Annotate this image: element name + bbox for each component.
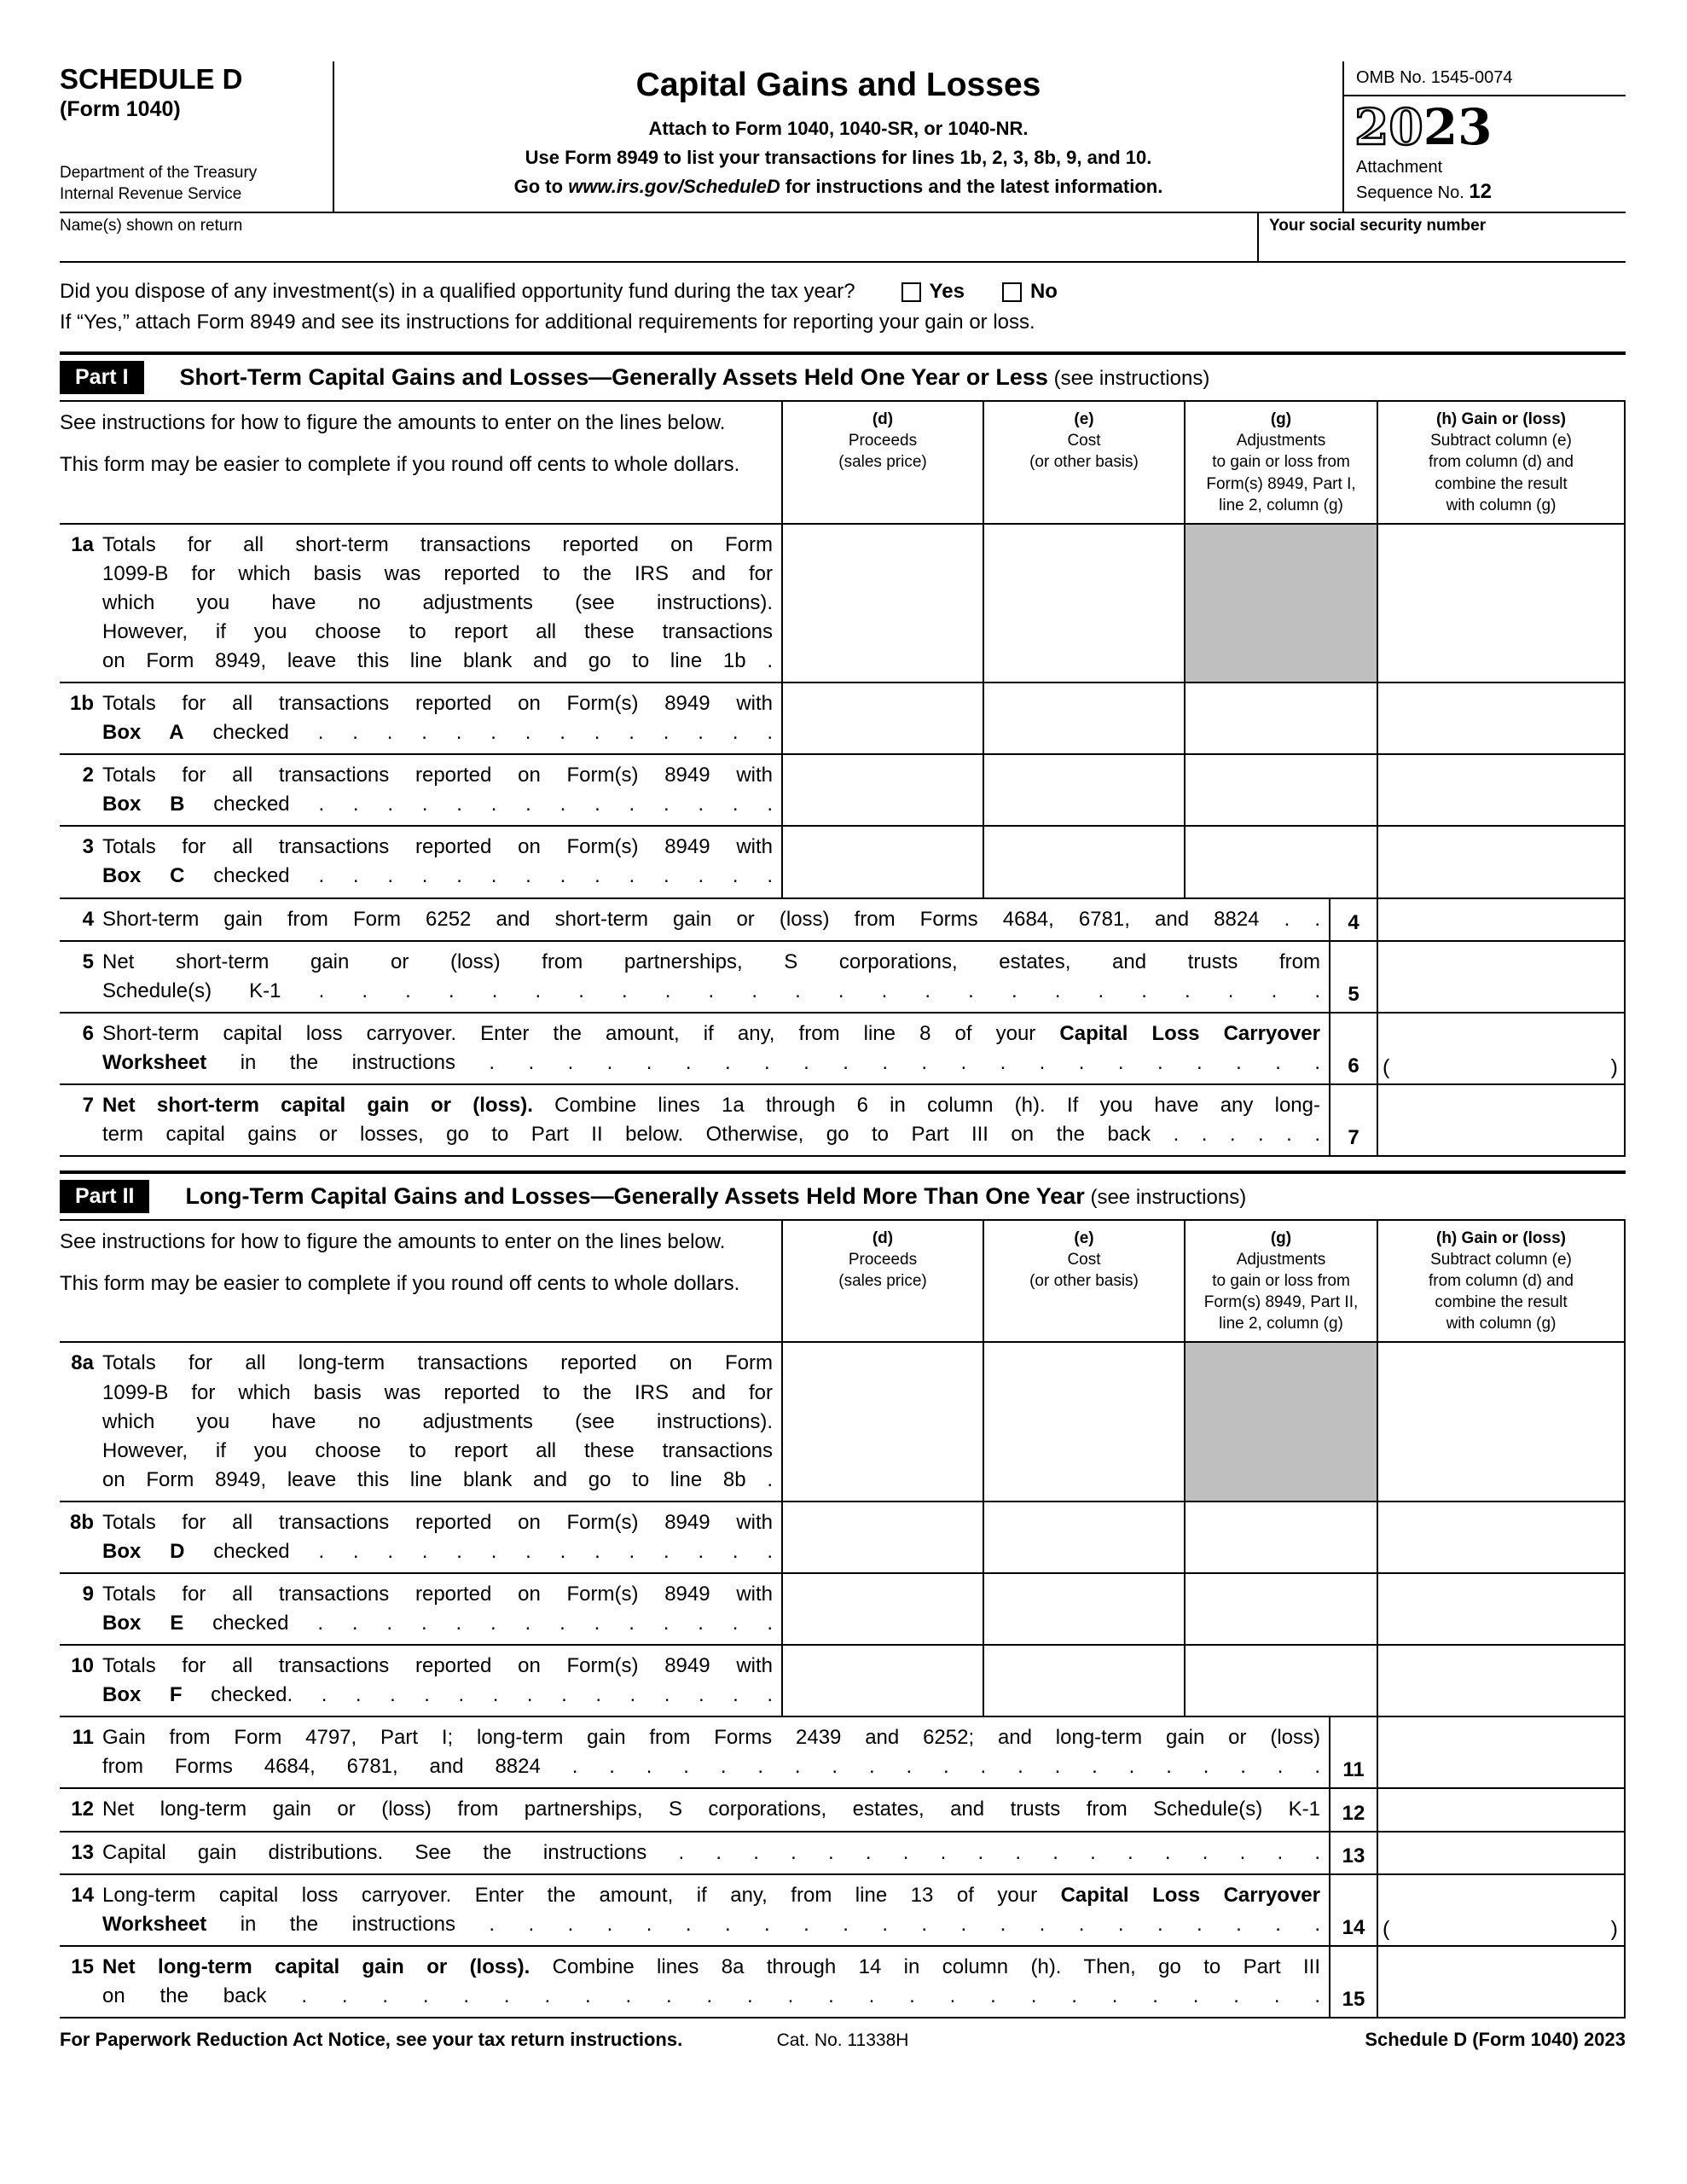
column-subtext: from column (d) and <box>1428 1272 1574 1291</box>
dot-leader: . . . . . . . . . . . . . . <box>288 721 773 745</box>
dot-leader: . . . . . . . . . . . . . . <box>288 1612 774 1635</box>
line-9-gain-or-loss-field[interactable] <box>1377 1574 1626 1644</box>
line-10-adjustments-field[interactable] <box>1184 1646 1377 1716</box>
form-id-block <box>60 61 334 212</box>
line-11-description <box>102 1723 1320 1781</box>
line-5-description <box>102 948 1320 1006</box>
text-run: 1099-B for which basis was reported to the IRS and for <box>102 1380 773 1404</box>
line-2-gain-or-loss-field[interactable] <box>1377 755 1626 825</box>
part1-intro-line-1: See instructions for how to figure the amounts to enter on the lines below. <box>60 411 726 435</box>
part2-column-header-g <box>1184 1221 1377 1341</box>
schedule-label: SCHEDULE D <box>60 63 243 95</box>
part2-column-header-e <box>983 1221 1184 1341</box>
ssn-label: Your social security number <box>1269 217 1487 235</box>
line-5-number-box: 5 <box>1329 942 1377 1012</box>
line-2-proceeds-field[interactable] <box>781 755 983 825</box>
line-7-amount-field[interactable] <box>1377 1085 1626 1155</box>
line-2-cost-field[interactable] <box>983 755 1184 825</box>
part1-badge: Part I <box>60 361 144 394</box>
text-run: checked <box>183 721 289 745</box>
part2-intro-cell <box>60 1221 781 1341</box>
text-run: However, if you choose to report all these transactions <box>102 619 773 643</box>
line-8a-row <box>60 1343 1626 1502</box>
line-11-label <box>60 1717 1329 1787</box>
identity-row <box>60 213 1626 263</box>
text-run: Short-term gain from Form 6252 and short-term gain or (loss) from Forms 4684, 6781, and 8824 <box>102 907 1260 931</box>
text-run: Totals for all transactions reported on Form(s) 8949 with <box>102 1583 773 1606</box>
column-letter: (g) <box>1270 410 1292 429</box>
line-2-row <box>60 755 1626 827</box>
part1-title-text: Short-Term Capital Gains and Losses—Generally Assets Held One Year or Less <box>179 364 1048 391</box>
text-run: checked <box>183 1612 289 1635</box>
form-footer-id: Schedule D (Form 1040) 2023 <box>1365 2028 1626 2050</box>
line-3-proceeds-field[interactable] <box>781 827 983 897</box>
goto-instruction <box>351 172 1325 201</box>
part1-column-header-e <box>983 402 1184 522</box>
column-subtext: Adjustments <box>1236 432 1326 450</box>
part1-column-header-h <box>1377 402 1626 522</box>
line-5-row <box>60 942 1626 1014</box>
line-14-amount-field[interactable] <box>1377 1875 1626 1945</box>
schedule-d-url[interactable]: www.irs.gov/ScheduleD <box>568 176 780 198</box>
line-15-number-box: 15 <box>1329 1947 1377 2017</box>
text-run: from Forms 4684, 6781, and 8824 <box>102 1755 541 1779</box>
text-run: in the instructions <box>206 1912 455 1936</box>
line-number: 14 <box>71 1883 94 1907</box>
dot-leader: . . . . . . . . . . . . . . <box>289 864 774 888</box>
line-9-description <box>102 1580 773 1638</box>
tax-year-century: 20 <box>1354 98 1423 156</box>
goto-prefix: Go to <box>513 176 569 198</box>
text-run: Capital gain distributions. See the instructions <box>102 1840 647 1864</box>
text-run: which you have no adjustments (see instructions). <box>102 590 773 614</box>
line-3-gain-or-loss-field[interactable] <box>1377 827 1626 897</box>
line-number: 6 <box>82 1021 94 1045</box>
line-9-adjustments-field[interactable] <box>1184 1574 1377 1644</box>
line-1b-gain-or-loss-field[interactable] <box>1377 683 1626 753</box>
line-10-proceeds-field[interactable] <box>781 1646 983 1716</box>
part1-see-instructions: (see instructions) <box>1047 367 1210 391</box>
line-9-proceeds-field[interactable] <box>781 1574 983 1644</box>
text-run: Box B <box>102 793 185 816</box>
line-8a-gain-or-loss-field[interactable] <box>1377 1343 1626 1500</box>
line-2-description <box>102 761 773 819</box>
line-13-row <box>60 1833 1626 1875</box>
line-1a-cost-field[interactable] <box>983 525 1184 682</box>
line-13-number-box: 13 <box>1329 1833 1377 1873</box>
line-10-description <box>102 1652 773 1710</box>
column-subtext: Proceeds <box>848 1251 918 1269</box>
attach-instruction: Attach to Form 1040, 1040-SR, or 1040-NR. <box>648 118 1029 139</box>
close-paren: ) <box>1610 1054 1618 1079</box>
line-15-amount-field[interactable] <box>1377 1947 1626 2017</box>
line-8b-adjustments-field[interactable] <box>1184 1502 1377 1572</box>
line-12-description <box>102 1795 1320 1824</box>
line-4-number-box: 4 <box>1329 899 1377 940</box>
text-run: Combine lines 1a through 6 in column (h). If you have any long- <box>532 1093 1320 1117</box>
text-run: Totals for all short-term transactions reported on Form <box>102 532 773 556</box>
line-12-row <box>60 1789 1626 1832</box>
text-run: Box F <box>102 1683 183 1707</box>
line-number: 4 <box>82 907 94 931</box>
line-6-row <box>60 1014 1626 1085</box>
line-1b-adjustments-field[interactable] <box>1184 683 1377 753</box>
irs-label: Internal Revenue Service <box>60 184 242 203</box>
part1-column-header-d <box>781 402 983 522</box>
dot-leader: . . . . . . . . . . . . . . . . . . . . . . <box>455 1050 1320 1074</box>
line-10-row <box>60 1646 1626 1717</box>
column-subtext: Cost <box>1067 432 1101 450</box>
goto-suffix: for instructions and the latest information. <box>780 176 1163 198</box>
text-run: Worksheet <box>102 1050 207 1074</box>
part2-heading <box>60 1170 1626 1219</box>
line-number: 8b <box>69 1510 94 1534</box>
form-number-label: (Form 1040) <box>60 97 181 121</box>
text-run: Totals for all long-term transactions reported on Form <box>102 1351 773 1375</box>
text-run: Totals for all transactions reported on Form(s) 8949 with <box>102 692 773 716</box>
dot-leader: . . <box>1259 907 1320 931</box>
column-letter: (e) <box>1074 410 1094 429</box>
line-number: 10 <box>71 1654 94 1678</box>
line-number: 11 <box>72 1726 94 1750</box>
line-6-number-box: 6 <box>1329 1014 1377 1083</box>
part2-see-instructions: (see instructions) <box>1084 1186 1247 1210</box>
line-8b-proceeds-field[interactable] <box>781 1502 983 1572</box>
part1-section <box>60 351 1626 1157</box>
column-letter: (g) <box>1270 1229 1292 1248</box>
text-run: Box D <box>102 1539 185 1563</box>
close-paren: ) <box>1610 1916 1618 1941</box>
text-run: Schedule(s) K-1 <box>102 979 281 1002</box>
column-subtext: Proceeds <box>848 432 918 450</box>
text-run: 1099-B for which basis was reported to the IRS and for <box>102 561 773 585</box>
line-8a-description <box>102 1349 773 1494</box>
part1-column-header-g <box>1184 402 1377 522</box>
line-number: 1a <box>71 532 94 556</box>
text-run: term capital gains or losses, go to Part II below. Otherwise, go to Part III on the back <box>102 1123 1151 1146</box>
text-run: Short-term capital loss carryover. Enter the amount, if any, from line 8 of your <box>102 1021 1060 1045</box>
line-9-label <box>60 1574 781 1644</box>
text-run: Net short-term gain or (loss) from partnerships, S corporations, estates, and trusts from <box>102 950 1320 973</box>
form-title-block <box>334 61 1342 212</box>
line-8a-cost-field[interactable] <box>983 1343 1184 1500</box>
line-12-number-box: 12 <box>1329 1789 1377 1830</box>
dot-leader: . . . . . . . . . . . . . . . . . . . . . . . . <box>281 979 1321 1002</box>
qof-question-block <box>60 276 1626 338</box>
line-1b-label <box>60 683 781 753</box>
part2-column-header-row <box>60 1219 1626 1343</box>
line-4-row <box>60 899 1626 942</box>
column-letter: (d) <box>872 1229 894 1248</box>
line-3-cost-field[interactable] <box>983 827 1184 897</box>
line-number: 8a <box>71 1351 94 1375</box>
column-subtext: (or other basis) <box>1029 453 1139 472</box>
line-14-description <box>102 1881 1320 1939</box>
column-subtext: (sales price) <box>838 1272 927 1291</box>
line-14-row <box>60 1875 1626 1947</box>
column-subtext: to gain or loss from <box>1212 453 1350 472</box>
line-1b-description <box>102 689 773 747</box>
text-run: Worksheet <box>102 1912 207 1936</box>
line-1a-proceeds-field[interactable] <box>781 525 983 682</box>
dot-leader: . . . . . . . . . . . . . . <box>289 793 774 816</box>
text-run: Combine lines 8a through 14 in column (h). Then, go to Part III <box>530 1955 1321 1978</box>
dot-leader: . . . . . . <box>1151 1123 1320 1146</box>
text-run: Totals for all transactions reported on Form(s) 8949 with <box>102 835 773 859</box>
omb-number: OMB No. 1545-0074 <box>1344 61 1626 96</box>
treasury-label: Department of the Treasury <box>60 163 258 182</box>
line-11-number-box: 11 <box>1329 1717 1377 1787</box>
part1-title <box>180 364 1210 391</box>
text-run: checked. <box>182 1683 293 1707</box>
text-run: checked <box>184 864 290 888</box>
qof-yes-option <box>901 276 965 307</box>
line-8a-proceeds-field[interactable] <box>781 1343 983 1500</box>
line-13-amount-field[interactable] <box>1377 1833 1626 1873</box>
line-6-amount-field[interactable] <box>1377 1014 1626 1083</box>
line-number: 13 <box>71 1840 94 1864</box>
line-12-label <box>60 1789 1329 1830</box>
line-3-adjustments-field[interactable] <box>1184 827 1377 897</box>
line-7-row <box>60 1085 1626 1157</box>
text-run: Box C <box>102 864 185 888</box>
part2-intro-line-1: See instructions for how to figure the amounts to enter on the lines below. <box>60 1230 726 1254</box>
column-subtext: combine the result <box>1435 1293 1568 1312</box>
text-run: on the back <box>102 1984 267 2007</box>
catalog-number: Cat. No. 11338H <box>776 2030 909 2050</box>
form-title: Capital Gains and Losses <box>635 67 1041 103</box>
text-run: Capital Loss Carryover <box>1059 1021 1320 1045</box>
column-subtext: Adjustments <box>1236 1251 1326 1269</box>
no-label: No <box>1029 280 1058 304</box>
use-8949-instruction: Use Form 8949 to list your transactions for lines 1b, 2, 3, 8b, 9, and 10. <box>525 147 1152 169</box>
line-2-adjustments-field[interactable] <box>1184 755 1377 825</box>
text-run: Gain from Form 4797, Part I; long-term gain from Forms 2439 and 6252; and long-term gain or (loss) <box>102 1726 1320 1750</box>
dot-leader: . <box>745 648 774 672</box>
name-field[interactable] <box>60 213 1257 261</box>
column-letter: (h) Gain or (loss) <box>1436 1229 1566 1248</box>
column-subtext: Cost <box>1067 1251 1101 1269</box>
part2-column-header-d <box>781 1221 983 1341</box>
line-number: 7 <box>82 1093 94 1117</box>
line-6-description <box>102 1019 1320 1077</box>
text-run: However, if you choose to report all these transactions <box>102 1438 773 1462</box>
part1-intro-line-2: This form may be easier to complete if you round off cents to whole dollars. <box>60 453 740 477</box>
part1-intro-cell <box>60 402 781 522</box>
line-10-gain-or-loss-field[interactable] <box>1377 1646 1626 1716</box>
line-13-label <box>60 1833 1329 1873</box>
line-number: 1b <box>69 692 94 716</box>
dot-leader: . . . . . . . . . . . . . . . . . . . . . . <box>455 1912 1320 1936</box>
part1-heading <box>60 351 1626 400</box>
sequence-number: 12 <box>1469 180 1493 204</box>
part1-table <box>60 400 1626 1157</box>
line-8b-description <box>102 1508 773 1566</box>
line-9-cost-field[interactable] <box>983 1574 1184 1644</box>
text-run: on Form 8949, leave this line blank and go to line 8b <box>102 1467 746 1491</box>
part1-column-header-row <box>60 400 1626 524</box>
column-letter: (h) Gain or (loss) <box>1436 410 1566 429</box>
page-footer <box>60 2018 1626 2051</box>
yes-label: Yes <box>929 280 965 304</box>
line-7-number-box: 7 <box>1329 1085 1377 1155</box>
column-subtext: (sales price) <box>838 453 927 472</box>
line-10-cost-field[interactable] <box>983 1646 1184 1716</box>
paperwork-notice: For Paperwork Reduction Act Notice, see your tax return instructions. <box>60 2028 683 2050</box>
line-number: 3 <box>82 835 94 859</box>
line-6-label <box>60 1014 1329 1083</box>
line-5-label <box>60 942 1329 1012</box>
line-11-amount-field[interactable] <box>1377 1717 1626 1787</box>
part2-column-header-h <box>1377 1221 1626 1341</box>
text-run: in the instructions <box>206 1050 455 1074</box>
part2-title-text: Long-Term Capital Gains and Losses—Generally Assets Held More Than One Year <box>185 1183 1085 1210</box>
part2-table <box>60 1219 1626 2018</box>
line-number: 15 <box>71 1955 94 1978</box>
line-8a-label <box>60 1343 781 1500</box>
line-1b-row <box>60 683 1626 755</box>
text-run: checked <box>184 1539 290 1563</box>
text-run: on Form 8949, leave this line blank and go to line 1b <box>102 648 746 672</box>
line-4-amount-field[interactable] <box>1377 899 1626 940</box>
column-subtext: with column (g) <box>1446 496 1557 514</box>
attachment-sequence <box>1344 156 1626 212</box>
column-letter: (e) <box>1074 1229 1094 1248</box>
text-run: Totals for all transactions reported on Form(s) 8949 with <box>102 1654 773 1678</box>
column-subtext: from column (d) and <box>1428 453 1574 472</box>
no-checkbox[interactable] <box>1002 282 1022 302</box>
line-3-label <box>60 827 781 897</box>
line-4-description <box>102 905 1320 934</box>
part2-badge: Part II <box>60 1180 149 1213</box>
attachment-label: Attachment <box>1356 158 1443 177</box>
line-1a-description <box>102 531 773 676</box>
line-1b-cost-field[interactable] <box>983 683 1184 753</box>
line-2-label <box>60 755 781 825</box>
column-subtext: to gain or loss from <box>1212 1272 1350 1291</box>
line-7-label <box>60 1085 1329 1155</box>
column-subtext: Subtract column (e) <box>1430 1251 1572 1269</box>
line-8b-label <box>60 1502 781 1572</box>
column-letter: (d) <box>872 410 894 429</box>
open-paren: ( <box>1383 1916 1390 1941</box>
dot-leader: . . . . . . . . . . . . . . <box>289 1539 774 1563</box>
column-subtext: with column (g) <box>1446 1315 1557 1333</box>
qof-question: Did you dispose of any investment(s) in a qualified opportunity fund during the tax year? <box>60 280 855 304</box>
qof-no-option <box>1002 276 1058 307</box>
text-run: Capital Loss Carryover <box>1060 1883 1320 1907</box>
line-9-row <box>60 1574 1626 1646</box>
line-14-label <box>60 1875 1329 1945</box>
dot-leader: . <box>745 1467 774 1491</box>
line-7-description <box>102 1091 1320 1149</box>
open-paren: ( <box>1383 1054 1390 1079</box>
line-1a-adjustments-field <box>1184 525 1377 682</box>
line-14-number-box: 14 <box>1329 1875 1377 1945</box>
text-run: Net long-term gain or (loss) from partnerships, S corporations, estates, and trusts from Schedule(s) K-1 <box>102 1798 1320 1821</box>
form-header <box>60 61 1626 213</box>
line-12-amount-field[interactable] <box>1377 1789 1626 1830</box>
text-run: checked <box>184 793 290 816</box>
text-run: Net long-term capital gain or (loss). <box>102 1955 530 1978</box>
line-1a-gain-or-loss-field[interactable] <box>1377 525 1626 682</box>
line-8b-gain-or-loss-field[interactable] <box>1377 1502 1626 1572</box>
line-number: 9 <box>82 1583 94 1606</box>
column-subtext: Form(s) 8949, Part I, <box>1206 474 1356 493</box>
tax-year-decade: 23 <box>1423 98 1493 156</box>
part2-section <box>60 1170 1626 2018</box>
line-1a-label <box>60 525 781 682</box>
line-13-description <box>102 1838 1320 1867</box>
part2-intro-line-2: This form may be easier to complete if you round off cents to whole dollars. <box>60 1272 740 1296</box>
text-run: Net short-term capital gain or (loss). <box>102 1093 533 1117</box>
part2-title <box>185 1183 1246 1210</box>
line-number: 5 <box>82 950 94 973</box>
line-4-label <box>60 899 1329 940</box>
sequence-label: Sequence No. <box>1356 183 1470 203</box>
line-3-description <box>102 833 773 891</box>
text-run: Box A <box>102 721 184 745</box>
line-10-label <box>60 1646 781 1716</box>
line-8a-adjustments-field <box>1184 1343 1377 1500</box>
text-run: Totals for all transactions reported on Form(s) 8949 with <box>102 1510 773 1534</box>
text-run: Totals for all transactions reported on Form(s) 8949 with <box>102 764 773 787</box>
qof-note: If “Yes,” attach Form 8949 and see its instructions for additional requirements for reporting your gain or loss. <box>60 311 1035 334</box>
line-15-label <box>60 1947 1329 2017</box>
line-5-amount-field[interactable] <box>1377 942 1626 1012</box>
text-run: Long-term capital loss carryover. Enter the amount, if any, from line 13 of your <box>102 1883 1061 1907</box>
line-3-row <box>60 827 1626 898</box>
text-run: Box E <box>102 1612 184 1635</box>
yes-checkbox[interactable] <box>901 282 921 302</box>
column-subtext: line 2, column (g) <box>1219 1315 1343 1333</box>
omb-year-block <box>1342 61 1626 212</box>
column-subtext: Subtract column (e) <box>1430 432 1572 450</box>
column-subtext: (or other basis) <box>1029 1272 1139 1291</box>
line-8b-cost-field[interactable] <box>983 1502 1184 1572</box>
name-label: Name(s) shown on return <box>60 217 243 235</box>
line-15-row <box>60 1947 1626 2018</box>
line-11-row <box>60 1717 1626 1789</box>
dot-leader: . . . . . . . . . . . . . . . . . . . . . <box>540 1755 1320 1779</box>
qof-question-line <box>60 276 1626 307</box>
tax-year <box>1344 96 1626 154</box>
text-run: which you have no adjustments (see instructions). <box>102 1409 773 1433</box>
line-number: 2 <box>82 764 94 787</box>
line-number: 12 <box>71 1798 94 1821</box>
column-subtext: combine the result <box>1435 474 1568 493</box>
dot-leader: . . . . . . . . . . . . . . . . . . <box>646 1840 1321 1864</box>
line-15-description <box>102 1953 1320 2011</box>
dot-leader: . . . . . . . . . . . . . . . . . . . . . . . . . . <box>266 1984 1321 2007</box>
ssn-field[interactable] <box>1257 213 1626 261</box>
dot-leader: . . . . . . . . . . . . . . <box>293 1683 774 1707</box>
column-subtext: Form(s) 8949, Part II, <box>1203 1293 1359 1312</box>
line-8b-row <box>60 1502 1626 1574</box>
column-subtext: line 2, column (g) <box>1219 496 1343 514</box>
line-1b-proceeds-field[interactable] <box>781 683 983 753</box>
line-1a-row <box>60 525 1626 683</box>
